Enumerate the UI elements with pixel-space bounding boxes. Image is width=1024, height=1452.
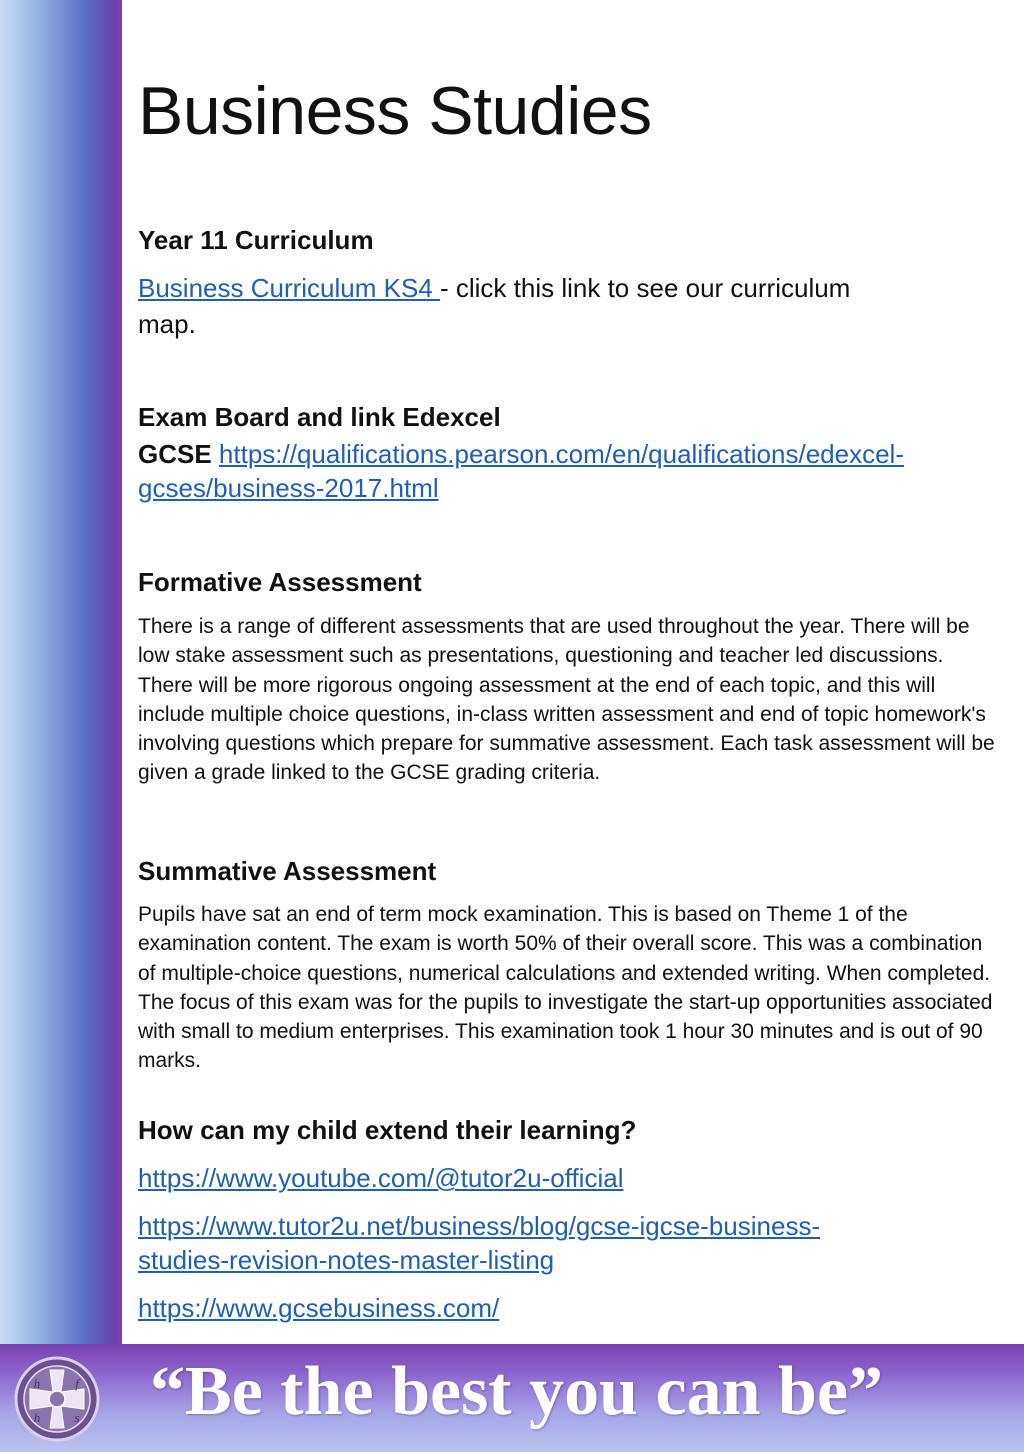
curriculum-link-description-cont: map. (138, 309, 196, 339)
exam-board-link-line-2 (138, 470, 439, 506)
pearson-qualification-link[interactable]: https://qualifications.pearson.com/en/qualifications/edexcel- (218, 439, 904, 469)
crest-letter-s: s (74, 1410, 80, 1425)
gcsebusiness-link-line (138, 1290, 499, 1326)
school-crest-icon (14, 1356, 100, 1442)
crest-letter-h-bottom: h (33, 1410, 41, 1425)
tutor2u-link-line-2 (138, 1242, 554, 1278)
year-curriculum-heading: Year 11 Curriculum (138, 225, 374, 255)
footer-banner (0, 1344, 1024, 1452)
formative-assessment-text: There is a range of different assessments that are used throughout the year. There will be low stake assessment such as presentations, questioning and teacher led discussions. There will be more rigorous ongoing assessment at the end of each topic, and this will include multiple choice questions, in-class written assessment and end of topic homework's involving questions which prepare for summative assessment. Each task assessment will be given a grade linked to the GCSE grading criteria. (138, 615, 995, 785)
crest-letter-h-top: h (33, 1376, 41, 1391)
curriculum-link-description: - click this link to see our curriculum (440, 273, 851, 303)
youtube-link-line (138, 1160, 623, 1196)
tutor2u-youtube-link[interactable]: https://www.youtube.com/@tutor2u-official (138, 1163, 624, 1193)
gcse-label: GCSE (138, 439, 212, 469)
tutor2u-revision-notes-link[interactable]: https://www.tutor2u.net/business/blog/gcse-igcse-business- (138, 1211, 821, 1241)
pearson-qualification-link-cont[interactable]: gcses/business-2017.html (138, 473, 439, 503)
crest-letter-f: f (75, 1376, 79, 1391)
business-curriculum-ks4-link[interactable]: Business Curriculum KS4 (138, 273, 440, 303)
exam-board-link-line (138, 436, 904, 472)
extend-learning-heading: How can my child extend their learning? (138, 1115, 637, 1145)
curriculum-link-line (138, 270, 850, 306)
page-title: Business Studies (138, 73, 652, 149)
summative-assessment-text: Pupils have sat an end of term mock examination. This is based on Theme 1 of the examination content. The exam is worth 50% of their overall score. This was a combination of multiple-choice questions, numerical calculations and extended writing. When completed. The focus of this exam was for the pupils to investigate the start-up opportunities associated with small to medium enterprises. This examination took 1 hour 30 minutes and is out of 90 marks. (138, 903, 993, 1073)
school-motto: “Be the best you can be” (150, 1353, 884, 1430)
summative-assessment-heading: Summative Assessment (138, 856, 437, 886)
tutor2u-link-line (138, 1208, 820, 1244)
exam-board-heading: Exam Board and link Edexcel (138, 402, 501, 432)
formative-assessment-heading: Formative Assessment (138, 567, 422, 597)
gcsebusiness-link[interactable]: https://www.gcsebusiness.com/ (138, 1293, 500, 1323)
tutor2u-revision-notes-link-cont[interactable]: studies-revision-notes-master-listing (138, 1245, 555, 1275)
sidebar-edge-stripe (116, 0, 122, 1344)
left-decorative-sidebar (0, 0, 120, 1344)
